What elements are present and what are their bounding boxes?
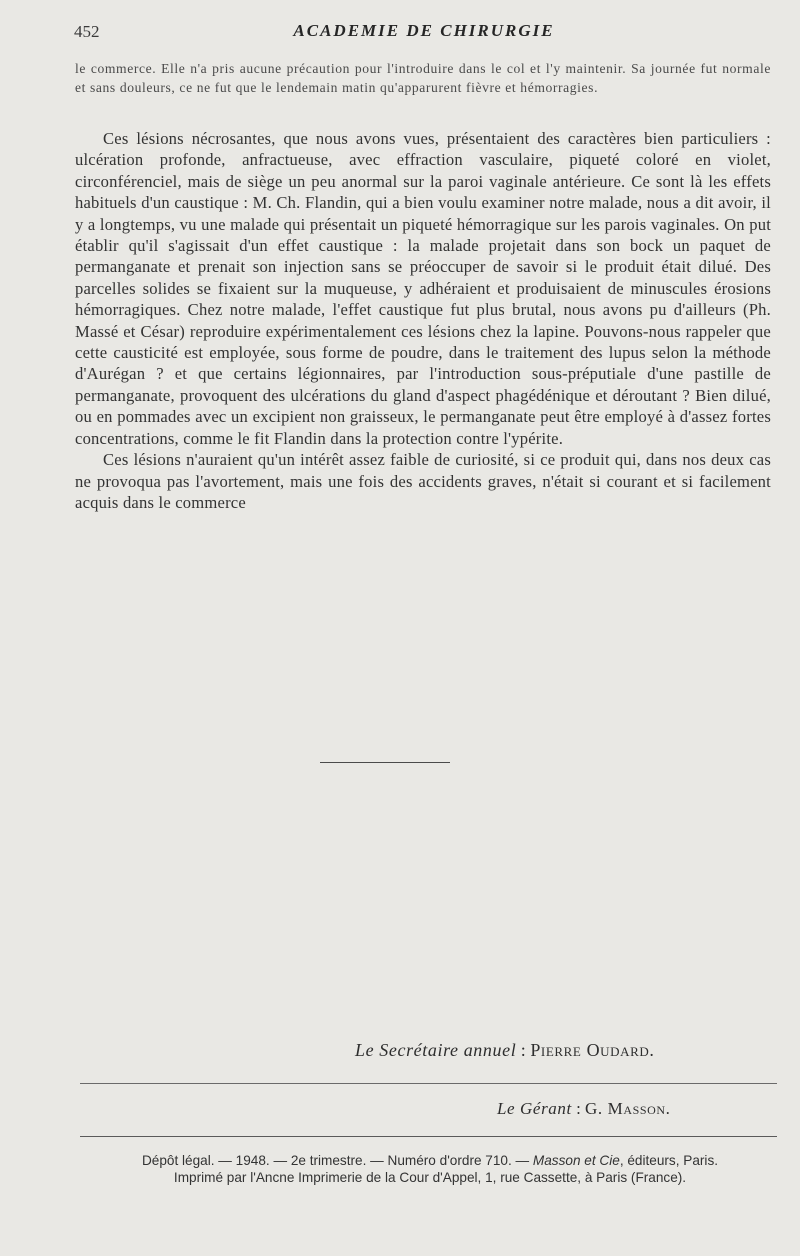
gerant-colon: : <box>571 1099 586 1118</box>
secretary-name: Pierre Oudard. <box>530 1040 655 1060</box>
gerant-signature <box>497 1099 797 1119</box>
secretary-role: Le Secrétaire annuel <box>355 1040 517 1060</box>
gerant-role: Le Gérant <box>497 1099 572 1118</box>
running-title: ACADEMIE DE CHIRURGIE <box>293 21 555 40</box>
imprint-publisher-suffix: , éditeurs, Paris. <box>619 1153 719 1168</box>
divider-rule <box>80 1136 777 1137</box>
imprint-legal-text: Dépôt légal. — 1948. — 2e trimestre. — Numéro d'ordre 710. — <box>141 1153 533 1168</box>
paragraph-conclusion: Ces lésions n'auraient qu'un intérêt assez faible de curiosité, si ce produit qui, dans nos deux cas ne provoqua pas l'avortement, mais une fois des accidents graves, n'était si courant et si facilement acquis dans le commerce <box>75 450 771 512</box>
imprint-line-printer: Imprimé par l'Ancne Imprimerie de la Cour d'Appel, 1, rue Cassette, à Paris (France). <box>173 1170 687 1185</box>
continued-paragraph: le commerce. Elle n'a pris aucune précaution pour l'introduire dans le col et l'y maintenir. Sa journée fut normale et sans douleurs, ce ne fut que le lendemain matin qu'apparurent fièvre et hémorragies. <box>75 61 771 95</box>
divider-rule <box>80 1083 777 1084</box>
section-separator <box>320 762 450 763</box>
page-header <box>74 22 774 46</box>
publisher-name: Masson et Cie <box>532 1153 620 1168</box>
imprint-notice <box>80 1152 780 1186</box>
secretary-signature <box>355 1040 775 1061</box>
secretary-colon: : <box>516 1040 531 1060</box>
paragraph-lesions: Ces lésions nécrosantes, que nous avons vues, présentaient des caractères bien particuliers : ulcération profonde, anfractueuse, avec effraction vasculaire, piqueté coloré en violet, circonférenciel, mais de siège un peu anormal sur la paroi vaginale antérieure. Ce sont là les effets habituels d'un caustique : M. Ch. Flandin, qui a bien voulu examiner notre malade, nous a dit avoir, il y a longtemps, vu une malade qui présentait un piqueté hémorragique sur les parois vaginales. On put établir qu'il s'agissait d'un effet caustique : la malade projetait dans son bock un paquet de permanganate et prenait son injection sans se préoccuper de savoir si le produit était dilué. Des parcelles solides se fixaient sur la muqueuse, y adhéraient et produisaient de minuscules érosions hémorragiques. Chez notre malade, l'effet caustique fut plus brutal, nous avons pu d'ailleurs (Ph. Massé et César) reproduire expérimentalement ces lésions chez la lapine. Pouvons-nous rappeler que cette causticité est employée, sous forme de poudre, dans le traitement des lupus selon la méthode d'Aurégan ? et que certains légionnaires, par l'introduction sous-préputiale d'une pastille de permanganate, provoquent des ulcérations du gland d'aspect phagédénique et déroutant ? Bien dilué, ou en pommades avec un excipient non graisseux, le permanganate peut être employé à d'assez fortes concentrations, comme le fit Flandin dans la protection contre l'ypérite. <box>75 129 771 448</box>
main-text <box>75 128 771 513</box>
imprint-line-legal <box>80 1152 780 1169</box>
gerant-name: G. Masson. <box>585 1099 671 1118</box>
page-number: 452 <box>74 22 100 41</box>
